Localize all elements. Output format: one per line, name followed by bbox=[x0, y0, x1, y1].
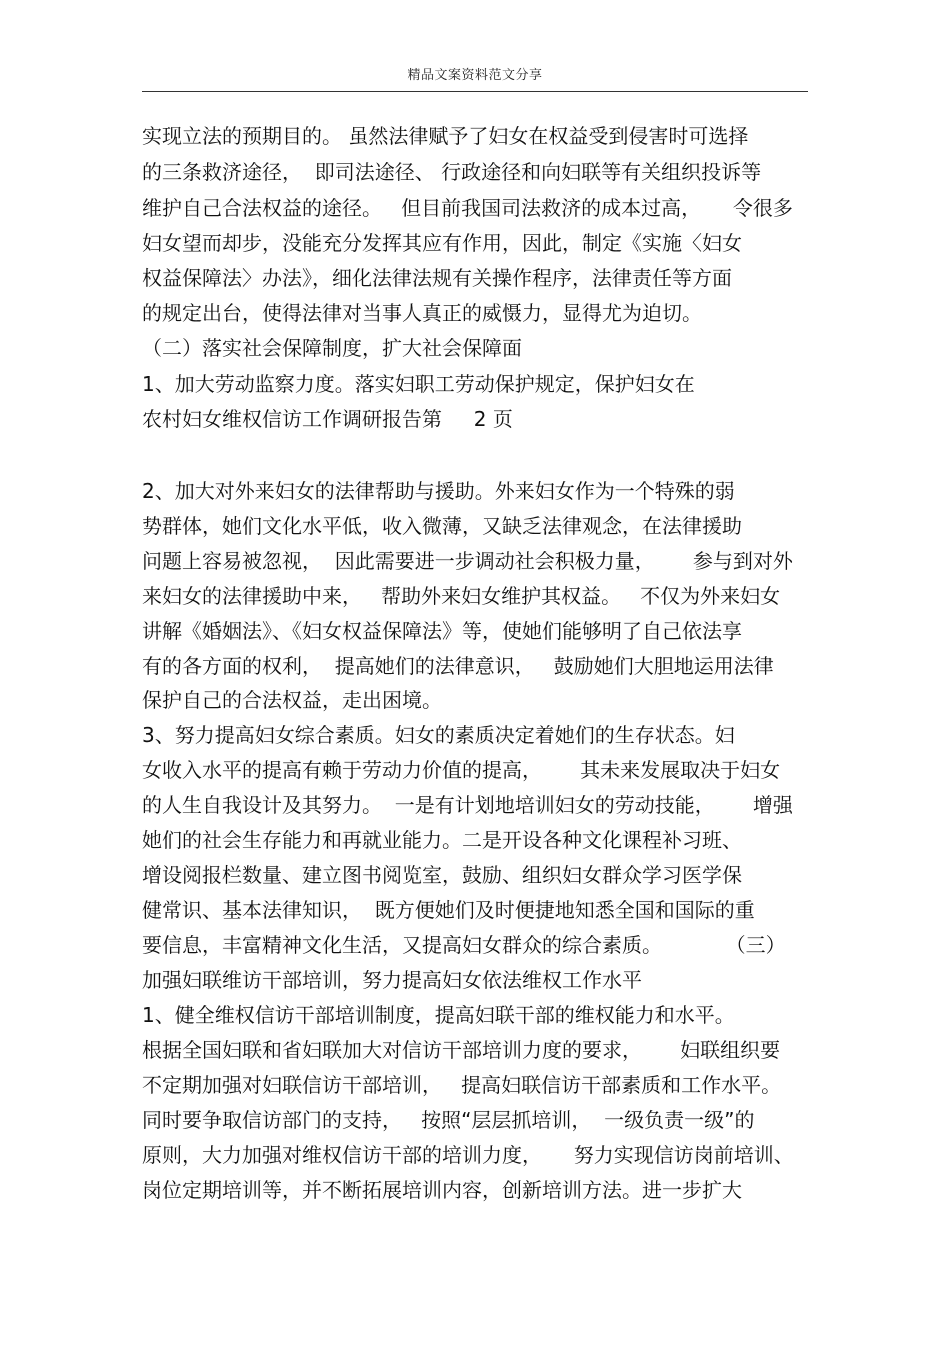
text-line: 2、加大对外来妇女的法律帮助与援助。外来妇女作为一个特殊的弱 bbox=[142, 479, 735, 503]
header-divider bbox=[142, 91, 808, 92]
section-heading: （二）落实社会保障制度，扩大社会保障面 bbox=[142, 336, 522, 360]
text-line: 要信息，丰富精神文化生活，又提高妇女群众的综合素质。 （三） bbox=[142, 933, 786, 957]
text-line: 3、努力提高妇女综合素质。妇女的素质决定着她们的生存状态。妇 bbox=[142, 723, 735, 747]
text-line: 健常识、基本法律知识， 既方便她们及时便捷地知悉全国和国际的重 bbox=[142, 898, 755, 922]
section-heading: 加强妇联维访干部培训，努力提高妇女依法维权工作水平 bbox=[142, 968, 642, 992]
text-line: 有的各方面的权利， 提高她们的法律意识， 鼓励她们大胆地运用法律 bbox=[142, 654, 774, 678]
text-line: 根据全国妇联和省妇联加大对信访干部培训力度的要求， 妇联组织要 bbox=[142, 1038, 781, 1062]
text-line: 维护自己合法权益的途径。 但目前我国司法救济的成本过高， 令很多 bbox=[142, 196, 793, 220]
text-line: 她们的社会生存能力和再就业能力。二是开设各种文化课程补习班、 bbox=[142, 828, 742, 852]
text-line: 岗位定期培训等，并不断拓展培训内容，创新培训方法。进一步扩大 bbox=[142, 1178, 742, 1202]
text-line: 保护自己的合法权益，走出困境。 bbox=[142, 688, 442, 712]
page-header-title: 精品文案资料范文分享 bbox=[407, 68, 543, 83]
text-line: 1、健全维权信访干部培训制度，提高妇联干部的维权能力和水平。 bbox=[142, 1003, 735, 1027]
page-footer-label: 农村妇女维权信访工作调研报告第 2 页 bbox=[142, 407, 513, 431]
text-line: 增设阅报栏数量、建立图书阅览室，鼓励、组织妇女群众学习医学保 bbox=[142, 863, 742, 887]
text-line: 实现立法的预期目的。 虽然法律赋予了妇女在权益受到侵害时可选择 bbox=[142, 124, 749, 148]
text-line: 妇女望而却步，没能充分发挥其应有作用，因此，制定《实施〈妇女 bbox=[142, 231, 742, 255]
text-line: 的规定出台，使得法律对当事人真正的威慑力，显得尤为迫切。 bbox=[142, 301, 702, 325]
text-line: 来妇女的法律援助中来， 帮助外来妇女维护其权益。 不仅为外来妇女 bbox=[142, 584, 781, 608]
text-line: 原则，大力加强对维权信访干部的培训力度， 努力实现信访岗前培训、 bbox=[142, 1143, 794, 1167]
text-line: 1、加大劳动监察力度。落实妇职工劳动保护规定，保护妇女在 bbox=[142, 372, 695, 396]
text-line: 女收入水平的提高有赖于劳动力价值的提高， 其未来发展取决于妇女 bbox=[142, 758, 781, 782]
text-line: 同时要争取信访部门的支持， 按照“层层抓培训， 一级负责一级”的 bbox=[142, 1108, 755, 1132]
text-line: 的人生自我设计及其努力。 一是有计划地培训妇女的劳动技能， 增强 bbox=[142, 793, 793, 817]
text-line: 权益保障法〉办法》，细化法律法规有关操作程序，法律责任等方面 bbox=[142, 266, 732, 290]
text-line: 问题上容易被忽视， 因此需要进一步调动社会积极力量， 参与到对外 bbox=[142, 549, 793, 573]
text-line: 的三条救济途径， 即司法途径、 行政途径和向妇联等有关组织投诉等 bbox=[142, 160, 762, 184]
text-line: 势群体，她们文化水平低，收入微薄，又缺乏法律观念，在法律援助 bbox=[142, 514, 742, 538]
text-line: 不定期加强对妇联信访干部培训， 提高妇联信访干部素质和工作水平。 bbox=[142, 1073, 782, 1097]
text-line: 讲解《婚姻法》、《妇女权益保障法》等，使她们能够明了自己依法享 bbox=[142, 619, 742, 643]
